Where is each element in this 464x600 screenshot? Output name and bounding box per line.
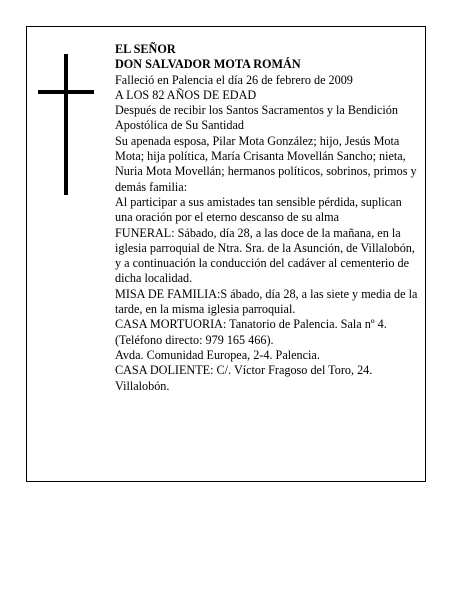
family-paragraph: Su apenada esposa, Pilar Mota González; hijo, Jesús Mota Mota; hija política, María Crisanta Movellán Sancho; nieta, Nuria Mota Movellán; hermanos políticos, sobrinos, primos y demás familia:	[115, 133, 417, 194]
mass-paragraph: MISA DE FAMILIA:S ábado, día 28, a las siete y media de la tarde, en la misma iglesia parroquial.	[115, 286, 418, 317]
title-line-1: EL SEÑOR	[115, 42, 176, 56]
age-line: A LOS 82 AÑOS DE EDAD	[115, 87, 257, 102]
funeral-home-paragraph: CASA MORTUORIA: Tanatorio de Palencia. Sala nº 4. (Teléfono directo: 979 165 466).	[115, 317, 387, 347]
address-paragraph: Avda. Comunidad Europea, 2-4. Palencia.	[115, 347, 320, 362]
sacraments-paragraph: Después de recibir los Santos Sacramentos y la Bendición Apostólica de Su Santidad	[115, 103, 398, 133]
cross-icon	[38, 54, 94, 195]
cross-horizontal-bar	[38, 90, 94, 94]
cross-vertical-bar	[64, 54, 68, 195]
notice-text	[115, 42, 420, 394]
request-paragraph: Al participar a sus amistades tan sensible pérdida, suplican una oración por el eterno descanso de su alma	[115, 194, 402, 225]
obituary-notice	[26, 26, 426, 482]
mourning-house-paragraph: CASA DOLIENTE: C/. Víctor Fragoso del Toro, 24. Villalobón.	[115, 363, 373, 393]
title-line-2: DON SALVADOR MOTA ROMÁN	[115, 57, 301, 72]
funeral-paragraph: FUNERAL: Sábado, día 28, a las doce de la mañana, en la iglesia parroquial de Ntra. Sra. de la Asunción, de Villalobón, y a continuación la conducción del cadáver al cementerio de dicha localidad.	[115, 225, 415, 286]
death-line: Falleció en Palencia el día 26 de febrero de 2009	[115, 72, 353, 87]
